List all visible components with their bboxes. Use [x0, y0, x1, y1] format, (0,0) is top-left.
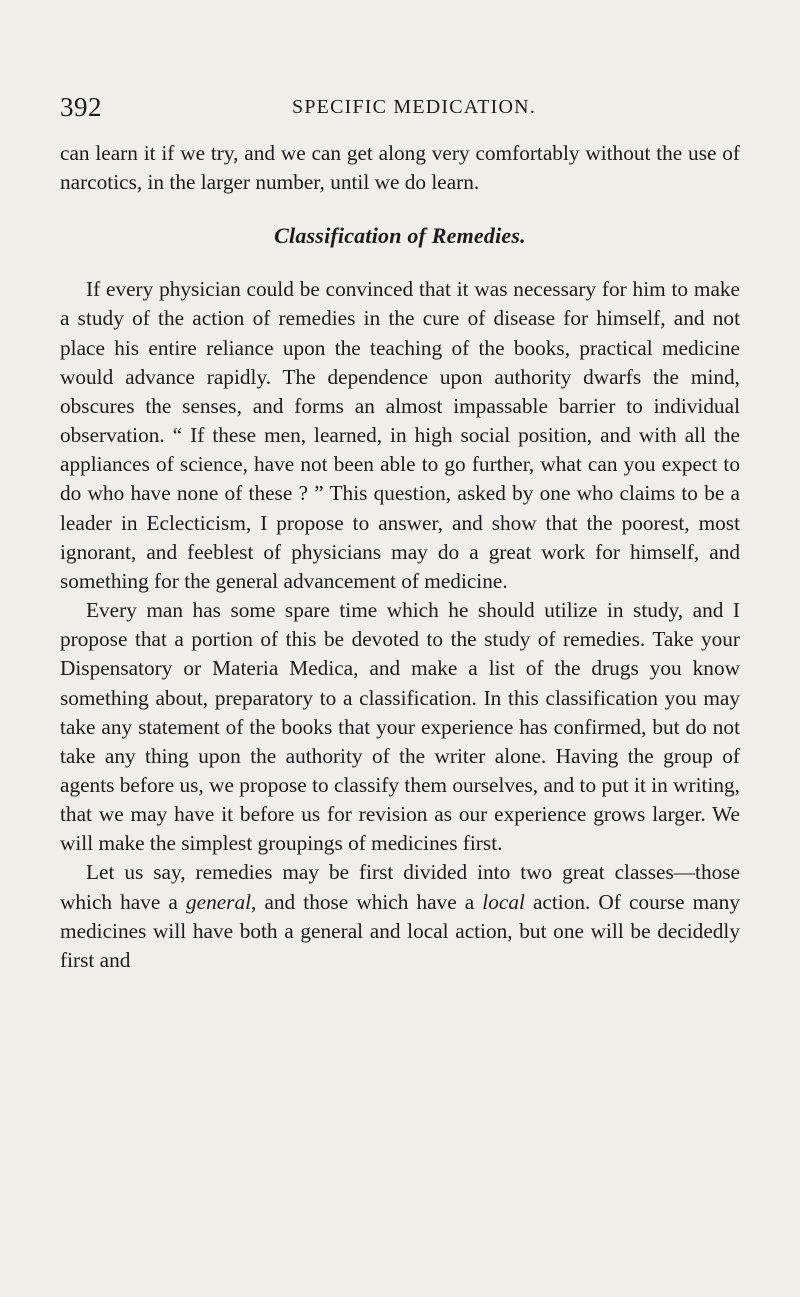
- paragraph-study-of-remedies: Every man has some spare time which he should utilize in study, and I propose that a portion of this be devoted to the study of remedies. Take your Dispensatory or Materia Medica, and make a list of the drugs you know something about, preparatory to a classification. In this classification you may take any statement of the books that your experience has confirmed, but do not take any thing upon the authority of the writer alone. Having the group of agents before us, we propose to classify them ourselves, and to put it in writing, that we may have it before us for revision as our experience grows larger. We will make the simplest groupings of medicines first.: [60, 598, 740, 856]
- paragraph-two-classes-text-b: , and those which have a: [251, 889, 483, 914]
- running-title: SPECIFIC MEDICATION.: [292, 96, 537, 118]
- paragraph-two-classes: [60, 858, 740, 975]
- running-head: [60, 92, 740, 128]
- paragraph-continued: can learn it if we try, and we can get along very comfortably without the use of narcotics, in the larger number, until we do learn.: [60, 141, 740, 195]
- page-body: [60, 139, 740, 975]
- paragraph-dependence-on-authority: If every physician could be convinced that it was necessary for him to make a study of the action of remedies in the cure of disease for himself, and not place his entire reliance upon the teaching of the books, practical medicine would advance rapidly. The dependence upon authority dwarfs the mind, obscures the senses, and forms an almost impassable barrier to individual observation. “ If these men, learned, in high social position, and with all the appliances of science, have not been able to go further, what can you expect to do who have none of these ? ” This question, asked by one who claims to be a leader in Eclecticism, I propose to answer, and show that the poorest, most ignorant, and feeblest of physicians may do a great work for himself, and something for the general advancement of medicine.: [60, 277, 740, 593]
- paragraph-two-classes-text-c: action. Of course many medicines will have both a general and local action, but one will be decidedly first and: [60, 889, 740, 972]
- section-heading: Classification of Remedies.: [274, 223, 526, 249]
- term-local: local: [482, 889, 525, 914]
- paragraph-two-classes-text-a: Let us say, remedies may be first divided into two great classes—those which have a: [60, 860, 740, 914]
- term-general: general: [185, 889, 252, 914]
- page-number: 392: [60, 92, 102, 122]
